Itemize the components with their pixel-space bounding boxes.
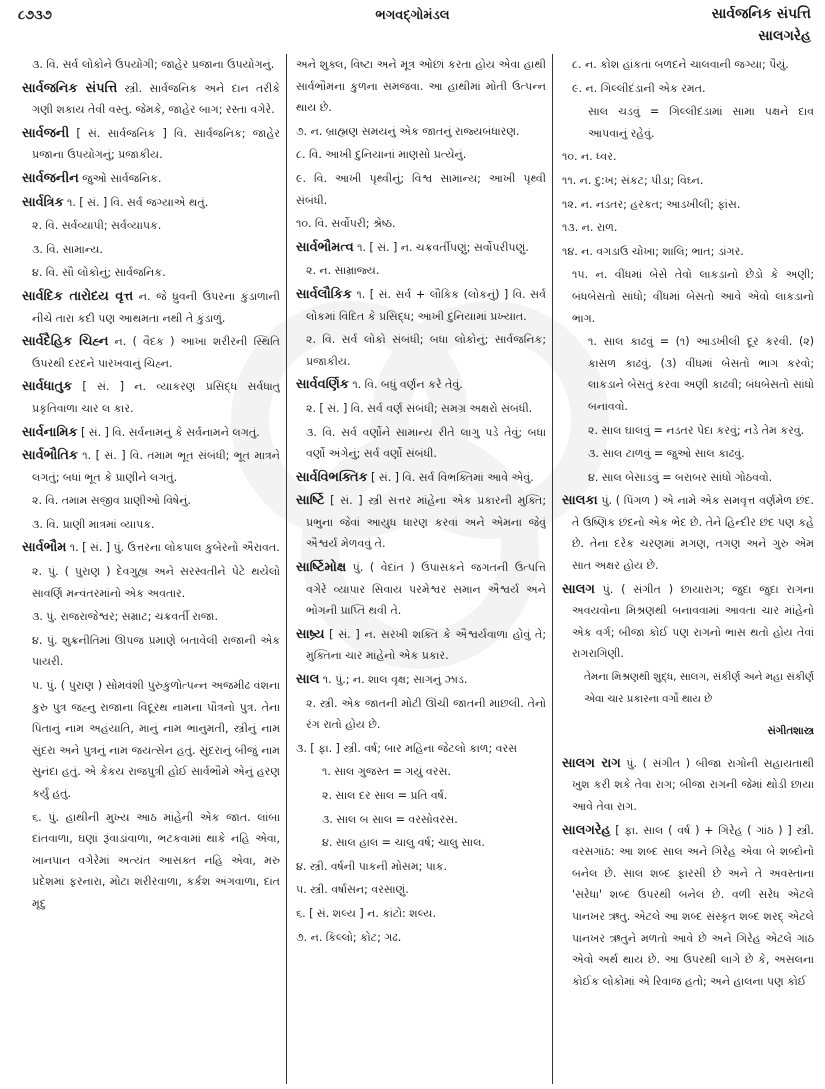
- dictionary-entry: [296, 669, 546, 691]
- dictionary-entry: [22, 422, 280, 444]
- definition-sense: ૭. ન. કિલ્લો; કોટ; ગઢ.: [296, 930, 402, 944]
- entry-definition: [ સં. ] વિ. સર્વનામનું કે સર્વનામને લગતું.: [77, 425, 260, 439]
- entry-headword: સાર્વજની: [22, 125, 70, 141]
- definition-sense: ૯. વિ. આખી પૃથ્વીનું; વિશ્વ સામાન્ય; આખી પૃથ્વી સંબંધી.: [296, 171, 546, 207]
- entry-headword: સાર્ષ્ટિ: [296, 493, 325, 509]
- dictionary-entry: [562, 753, 814, 818]
- entry-headword: સાર્વજનિક સંપત્તિ: [22, 80, 118, 96]
- guide-word-first: સાર્વજનિક સંપત્તિ: [711, 6, 811, 22]
- definition-sense: ૬. [ સં. શલ્ય ] ન. કાંટો: શલ્ય.: [296, 906, 436, 920]
- entry-headword: સાર્વત્રિક: [22, 194, 64, 210]
- dictionary-entry: [296, 467, 546, 489]
- definition-sense: ૫. સ્ત્રી. વર્ષાસન; વરસાણું.: [296, 883, 409, 897]
- dictionary-entry: [22, 537, 280, 559]
- definition-sense: અને શુક્લ, વિષ્ટા અને મૂત્ર ઓછાં કરતા હોય એવા હાથી સાર્વભૌમના કુળના સમજવા. આ હાથીમાં મોતી ઉત્પન્ન થાય છે.: [296, 58, 546, 115]
- definition-sense: ૩. સાલ બ સાલ = વરસોવરસ.: [322, 812, 458, 826]
- definition-sense: ૪. વિ. સૌ લોકોનું; સાર્વજનિક.: [32, 266, 166, 280]
- guide-word-last: સાલગરેહ: [758, 28, 811, 44]
- dictionary-entry: [22, 286, 280, 329]
- subject-tag: સંગીતશાસ્ત્ર: [767, 724, 814, 737]
- dictionary-entry: [296, 490, 546, 555]
- definition-sense: તેમના મિશ્રણથી શુદ્ધ, સાલગ, સંકીર્ણ અને મહા સંકીર્ણ એવા ચાર પ્રકારના વર્ગો થાય છે: [584, 671, 814, 705]
- definition-sense: ૧. સાલ કાઢવું = (૧) આડખીલી દૂર કરવી. (૨) કાસળ કાઢવું. (૩) વીંધમાં બેસતો ભાગ કરવો; લાકડાને બેસતું કરવા અણી કાઢવી; બંધબેસતો સાંધો બનાવવો.: [588, 335, 814, 413]
- dictionary-entry: [22, 78, 280, 121]
- column-divider: [286, 54, 287, 1084]
- dictionary-entry: [22, 445, 280, 488]
- dictionary-entry: [296, 624, 546, 667]
- entry-definition: ૧. પું.; ન. શાલ વૃક્ષ; સાગનું ઝાડ.: [319, 673, 468, 687]
- definition-sense: ૨. વિ. સર્વ લોકો સંબંધી; બધા લોકોનું; સાર્વજનિક; પ્રજાકીય.: [306, 333, 546, 368]
- definition-sense: ૩. પું. રાજરાજેશ્વર; સમ્રાટ; ચક્રવર્તી રાજા.: [32, 610, 218, 624]
- dictionary-entry: [22, 192, 280, 214]
- entry-headword: સાર્વનામિક: [22, 424, 78, 440]
- entry-headword: સાલગ રાગ: [562, 755, 621, 771]
- dictionary-entry: [296, 374, 546, 396]
- dictionary-entry: [22, 123, 280, 166]
- definition-sense: ૩. વિ. સર્વ વર્ણોને સામાન્ય રીતે લાગુ પડે તેવું; બધા વર્ણો અંગેનું; સર્વ વર્ણો સંબંધી.: [306, 425, 546, 461]
- entry-headword: સાર્વજનીન: [22, 170, 79, 186]
- entry-definition: પું. ( પિંગળ ) એ નામે એક સમવૃત્ત વર્ણમેળ છંદ. તે ઉષ્ણિક છંદનો એક ભેદ છે. તેને હિન્દીર છંદ પણ કહે છે. તેના દરેક ચરણમાં મગણ, તગણ અને ગુરુ એમ સાત અક્ષર હોય છે.: [572, 494, 814, 573]
- dictionary-entry: [562, 490, 814, 576]
- definition-sense: ૧૩. ન. રાળ.: [562, 221, 618, 235]
- definition-sense: ૪. પું. શુક્રનીતિમાં ઊપજ પ્રમાણે બતાવેલી રાજાની એક પાયરી.: [32, 633, 280, 669]
- entry-definition: [ સં. ] સ્ત્રી સત્તર માંહેના એક પ્રકારની મુક્તિ; પ્રભુના જેવાં આયુધ ધારણ કરવાં અને એમના જેવું ઐશ્વર્ય મેળવવું તે.: [306, 494, 546, 551]
- dictionary-entry: [296, 557, 546, 622]
- definition-sense: ૧૦. વિ. સર્વોપરી; શ્રેષ્ઠ.: [296, 217, 396, 231]
- entry-definition: [ ફા. સાલ ( વર્ષ ) + ગિરેહ ( ગાંઠ ) ] સ્ત્રી. વરસગાંઠ: આ શબ્દ સાલ અને ગિરેહ એવા બે શબ્દોનો બનેલ છે. સાલ શબ્દ ફારસી છે અને તે અવસ્તાના 'સરેધા' શબ્દ ઉપરથી બનેલ છે. વળી સરેધ એટલે પાનખર ઋતુ. એટલે આ શબ્દ સંસ્કૃત શબ્દ શરદ્ એટલે પાનખર ઋતુને મળતો આવે છે અને ગિરેહ એટલે ગાંઠ એવો અર્થ થાય છે. આ ઉપરથી લાગે છે કે, અસલના કોઈક લોકોમાં એ રિવાજ હતો; અને હાલના પણ કોઈ: [572, 823, 814, 988]
- dictionary-entry: [562, 820, 814, 993]
- definition-sense: ૧૫. ન. વીંધમાં બેસે તેવો લાકડાનો છેડો કે અણી; બંધબેસતો સાંધો; વીંધમાં બેસતો આવે એવો લાકડાનો ભાગ.: [572, 268, 814, 325]
- definition-sense: ૧૦. ન. ધ્વર.: [562, 150, 617, 164]
- definition-sense: ૮. ન. કોશ હાંકતાં બળદને ચાલવાની જગ્યા; પૈયું.: [572, 58, 789, 71]
- definition-sense: ૩. વિ. સર્વ લોકોને ઉપયોગી; જાહેર પ્રજાના ઉપયોગનું.: [32, 58, 275, 71]
- entry-headword: સાર્વભૌમત્વ: [296, 239, 354, 255]
- definition-sense: ૨. પું. ( પુરાણ ) દેવગુહ્ય અને સરસ્વતીને પેટે થયેલો સાવર્ણિ મન્વંતરમાંનો એક અવતાર.: [32, 565, 280, 600]
- entry-definition: પું. ( સંગીત ) છાયારાગ; જુદા જુદા રાગના અવયવોના મિશ્રણથી બનાવવામાં આવતા ચાર માંહેનો એક વર્ગ; બીજા કોઈ પણ રાગનો ભાસ થતો હોય તેવાં રાગરાગિણી.: [572, 582, 814, 661]
- definition-sense: ૪. સાલ હાલ = ચાલુ વર્ષ; ચાલુ સાલ.: [322, 836, 485, 850]
- book-title: ભગવદ્ગોમંડલ: [375, 8, 450, 23]
- dictionary-entry: [296, 237, 546, 259]
- definition-sense: ૩. વિ. પ્રાણી માત્રમાં વ્યાપક.: [32, 517, 155, 531]
- definition-sense: ૨. સ્ત્રી. એક જાતની મોટી ઊંચી જાતની માછલી. તેનો રંગ રાતો હોય છે.: [306, 696, 546, 732]
- entry-definition: ૧. [ સં. ] પું. ઉત્તરના લોકપાલ કુબેરનો ઐરાવત.: [66, 541, 280, 555]
- entry-definition: ૧. વિ. બધું વર્ણન કરે તેવું.: [348, 378, 463, 392]
- entry-definition: પું. ( સંગીત ) બીજા રાગોની સહાયતાથી ખુશ કરી શકે તેવા રાગ; બીજા રાગની જેમાં થોડી છાયા આવે તેવા રાગ.: [572, 756, 814, 813]
- entry-definition: ન. ( વૈદક ) આખા શરીરની સ્થિતિ ઉપરથી દરદને પારખવાનું ચિહ્ન.: [32, 335, 280, 370]
- dictionary-columns: [0, 54, 825, 1089]
- definition-sense: ૨. સાલ ઘાલવું = નડતર પેદા કરવું; નડે તેમ કરવું.: [588, 423, 805, 437]
- entry-definition: ૧. [ સં. ] વિ. તમામ ભૂત સંબંધી; ભૂત માત્રને લગતું; બધાં ભૂત કે પ્રાણીને લગતું.: [32, 449, 280, 484]
- entry-headword: સાર્વવિભક્તિક: [296, 469, 368, 485]
- entry-definition: ૧. [ સં. ] ન. ચક્રવર્તીપણું; સર્વોપરીપણું.: [353, 240, 529, 254]
- entry-definition: ૧. [ સં. ] વિ. સર્વ જગ્યાએ થતું.: [63, 195, 209, 209]
- definition-sense: ૬. પું. હાથીની મુખ્ય આઠ માંહેની એક જાત. લાંબા દાંતવાળા, ઘણાં રૂંવાડાંવાળા, ભટકવામાં થાકે નહિ એવા, ખાનપાન વગેરેમાં અત્યંત આસક્ત નહિ એવા, મરુ પ્રદેશમાં ફરનારા, મોટા શરીરવાળા, કર્કશ અંગવાળા, દાંત મૃદુ: [32, 810, 280, 910]
- entry-headword: સાર્વભૌતિક: [22, 448, 78, 464]
- column-1: [22, 54, 280, 1084]
- entry-definition: પું. ( વેદાંત ) ઉપાસકને જગતની ઉત્પત્તિ વગેરે વ્યાપાર સિવાય પરમેશ્વર સમાન ઐશ્વર્ય અને ભોગની પ્રાપ્તિ થવી તે.: [306, 561, 546, 618]
- entry-headword: સાર્વવર્ણિક: [296, 377, 349, 393]
- dictionary-entry: [22, 168, 280, 190]
- definition-sense: ૨. વિ. તમામ સજીવ પ્રાણીઓ વિષેનું.: [32, 494, 191, 508]
- entry-definition: ૧. [ સં. સર્વ + લૌકિક (લોકનું) ] વિ. સર્વ લોકમાં વિદિત કે પ્રસિદ્ધ; આખી દુનિયામાં પ્રખ્યાત.: [306, 287, 546, 323]
- page-header: [0, 0, 825, 56]
- entry-headword: સાર્વભૌમ: [22, 540, 67, 556]
- definition-sense: ૯. ન. ગિલ્લીદંડાની એક રમત.: [572, 81, 706, 95]
- dictionary-entry: [296, 284, 546, 327]
- entry-headword: સાર્વદિક તારોદય વૃત્ત: [22, 288, 134, 304]
- definition-sense: ૧. સાલ ગુજસ્ત = ગયું વરસ.: [322, 765, 451, 779]
- entry-definition: [ સં. સાર્વજનિક ] વિ. સાર્વજનિક; જાહેર પ્રજાના ઉપયોગનું; પ્રજાકીય.: [32, 126, 280, 162]
- entry-headword: સાર્ષ્ટિમોક્ષ: [296, 560, 347, 576]
- entry-definition: [ સં. ] વિ. સર્વ વિભક્તિમાં આવે એવું.: [367, 470, 534, 484]
- dictionary-entry: [22, 376, 280, 419]
- dictionary-entry: [22, 331, 280, 374]
- entry-headword: સાર્વલૌકિક: [296, 286, 352, 302]
- entry-definition: [ સં. ] ન. સરખી શક્તિ કે ઐશ્વર્યવાળા હોવું તે; મુક્તિના ચાર માંહેનો એક પ્રકાર.: [306, 627, 546, 663]
- definition-sense: ૧૨. ન. નડતર; હરકત; આડખીલી; ફાંસ.: [562, 197, 741, 211]
- entry-headword: સાર્વદૈહિક ચિહ્ન: [22, 334, 109, 350]
- definition-sense: ૧૪. ન. વગડાઉ ચોખા; શાલિ; ભાત; ડાંગર.: [562, 244, 744, 258]
- column-3: [562, 54, 814, 1084]
- entry-definition: ન. જે ધ્રુવની ઉપરના કુંડાળાની નીચે તારા કદી પણ આથમતા નથી તે કુંડાળું.: [32, 289, 280, 325]
- entry-definition: સ્ત્રી. સાર્વજનિક અને દાન તરીકે ગણી શકાય તેવી વસ્તુ. જેમકે, જાહેર બાગ; રસ્તા વગેરે.: [32, 81, 280, 117]
- entry-headword: સાલ: [296, 672, 320, 688]
- entry-headword: સાર્વધાતુક: [22, 379, 73, 395]
- definition-sense: ૩. સાલ ટાળવું = જુઓ સાલ કાઢવું.: [588, 447, 745, 461]
- definition-sense: ૨. [ સં. ] વિ. સર્વ વર્ણ સંબંધી; સમગ્ર અક્ષરો સંબંધી.: [306, 401, 533, 415]
- entry-headword: સાલગ: [562, 581, 595, 597]
- definition-sense: ૧૧. ન. દુ:ખ; સંકટ; પીડા; વિઘ્ન.: [562, 173, 704, 187]
- definition-sense: ૫. પું. ( પુરાણ ) સોમવંશી પુરુકુળોત્પન્ન અજમીઢ વંશના કુરુ પુત્ર જહ્નુ રાજાના વિદૂરથ નામના પૌત્રનો પુત્ર. તેના પિતાનું નામ અહંયાતિ, માનું નામ ભાનુમતી, સ્ત્રીનું નામ સુંદરા અને પુત્રનું નામ જયત્સેન હતું. સુંદરાનું બીજું નામ સુનંદા હતું. એ કેકય રાજપુત્રી હોઈ સાર્વભૌમે એનું હરણ કર્યું હતું.: [32, 679, 280, 800]
- definition-sense: ૩. વિ. સામાન્ય.: [32, 242, 103, 256]
- dictionary-entry: [562, 579, 814, 665]
- definition-sense: ૮. વિ. આખી દુનિયાનાં માણસો પ્રત્યેનું.: [296, 148, 467, 162]
- column-2: [296, 54, 546, 1084]
- entry-headword: સાલગરેહ: [562, 822, 611, 838]
- definition-sense: ૩. [ ફા. ] સ્ત્રી. વર્ષ; બાર મહિના જેટલો કાળ; વરસ: [296, 741, 518, 755]
- entry-definition: જુઓ સાર્વજનિક.: [78, 171, 162, 185]
- page-number: ૮૭૩૭: [18, 8, 52, 23]
- entry-headword: સાષ્ર્ય: [296, 626, 325, 642]
- definition-sense: ૨. સાલ દર સાલ = પ્રતિ વર્ષ.: [322, 789, 448, 802]
- definition-sense: ૪. સ્ત્રી. વર્ષની પાકની મોસમ; પાક.: [296, 859, 447, 873]
- definition-sense: ૪. સાલ બેસાડવું = બરાબર સાંધો ગોઠવવો.: [588, 470, 773, 484]
- column-divider: [552, 54, 553, 1084]
- entry-definition: [ સં. ] ન. વ્યાકરણ પ્રસિદ્ધ સર્વધાતુ પ્રકૃતિવાળા ચાર લ કાર.: [32, 380, 280, 415]
- definition-sense: સાલ ચડવું = ગિલ્લીદંડામાં સામા પક્ષને દાવ આપવાનું રહેવું.: [588, 105, 814, 140]
- definition-sense: ૭. ન. બ્રાહ્મણ સમયનું એક જાતનું રાજ્યબંધારણ.: [296, 124, 520, 138]
- definition-sense: ૨. વિ. સર્વવ્યાપી; સર્વવ્યાપક.: [32, 219, 162, 233]
- entry-headword: સાલકા: [562, 493, 598, 509]
- definition-sense: ૨. ન. સામ્રાજ્ય.: [306, 264, 380, 278]
